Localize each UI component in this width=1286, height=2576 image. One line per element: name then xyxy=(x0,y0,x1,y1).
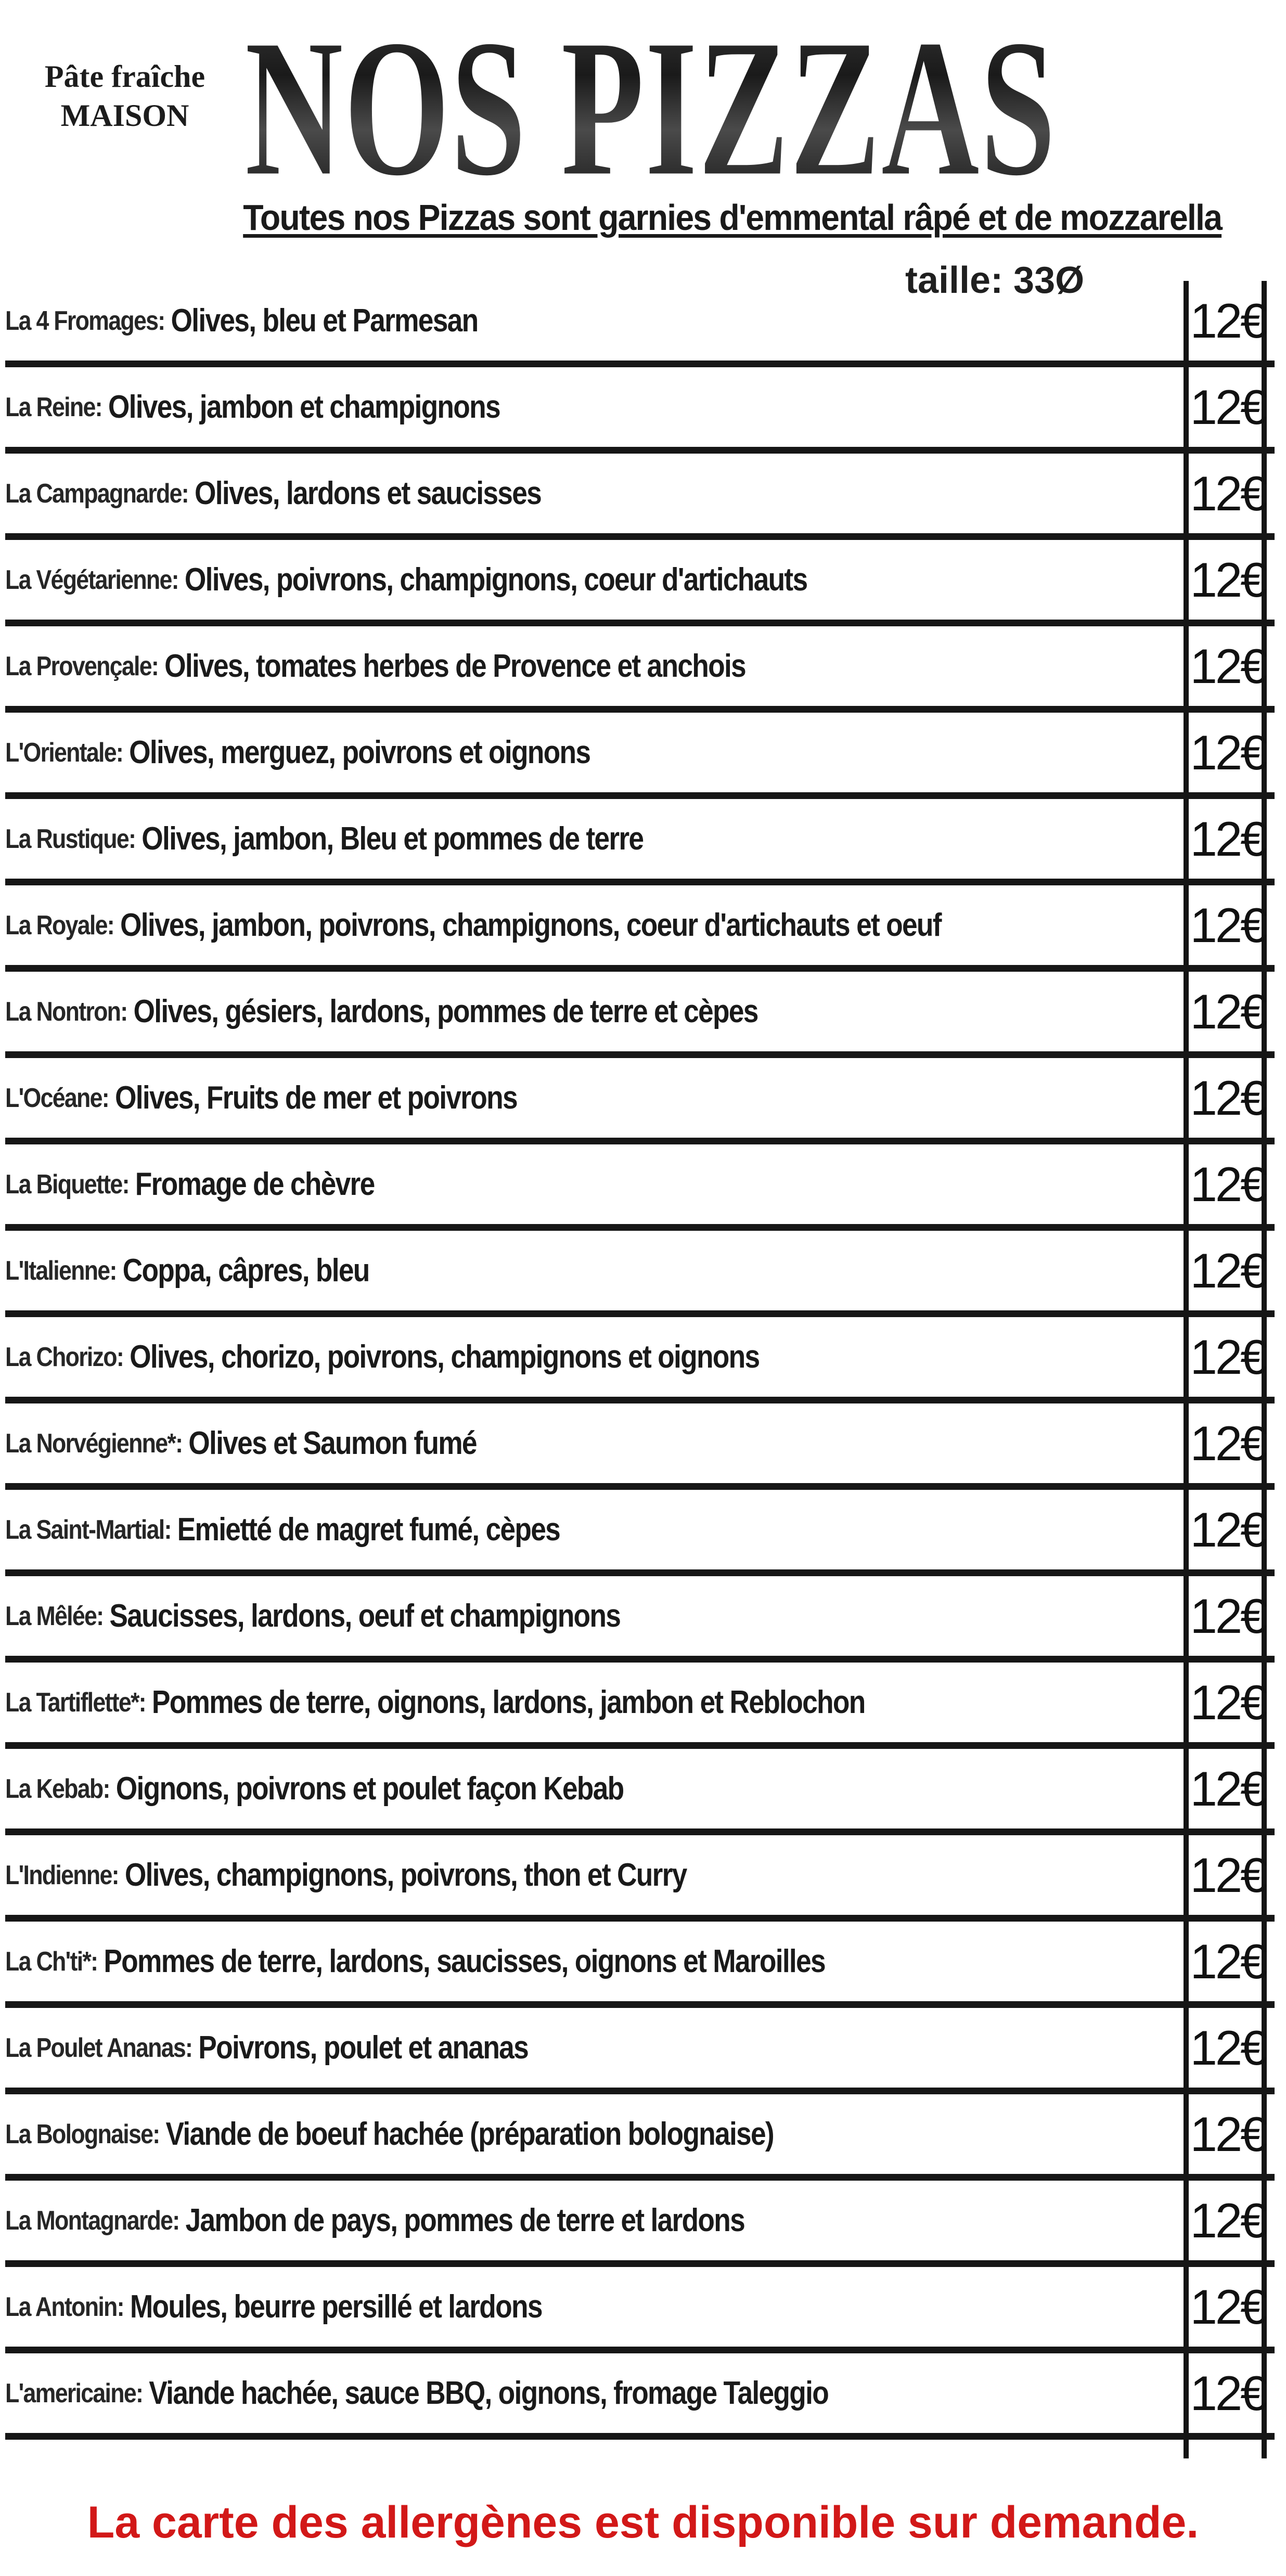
pizza-name: La Mêlée: xyxy=(5,1601,104,1631)
pizza-row-text xyxy=(5,1490,1021,1569)
pizza-row-text xyxy=(5,1058,1021,1138)
pizza-row-text xyxy=(5,2353,1021,2433)
pizza-row xyxy=(5,1922,1275,2008)
pizza-description: Olives, merguez, poivrons et oignons xyxy=(129,735,590,770)
page-title-text: NOS PIZZAS xyxy=(245,5,1056,213)
pizza-price: 12€ xyxy=(1190,466,1266,521)
pizza-price: 12€ xyxy=(1190,1156,1266,1212)
pizza-row xyxy=(5,1058,1275,1144)
pizza-row-text xyxy=(5,2181,1021,2260)
pizza-price: 12€ xyxy=(1190,1070,1266,1125)
pizza-price: 12€ xyxy=(1190,2279,1266,2334)
pizza-price: 12€ xyxy=(1190,379,1266,434)
pizza-name: La Saint-Martial: xyxy=(5,1514,171,1545)
pizza-description: Olives, jambon, Bleu et pommes de terre xyxy=(142,821,644,857)
pizza-row xyxy=(5,2267,1275,2353)
pizza-row-text xyxy=(5,885,1021,965)
pizza-size-label: taille: 33Ø xyxy=(905,260,1085,301)
pizza-price: 12€ xyxy=(1190,811,1266,866)
pizza-description: Poivrons, poulet et ananas xyxy=(198,2030,529,2066)
pizza-price: 12€ xyxy=(1190,552,1266,607)
pizza-description: Jambon de pays, pommes de terre et lardons xyxy=(185,2203,745,2238)
pizza-name: La Rustique: xyxy=(5,823,136,854)
pizza-row xyxy=(5,1144,1275,1231)
pizza-price: 12€ xyxy=(1190,1243,1266,1298)
pizza-row-text xyxy=(5,713,1021,792)
pizza-name: La Bolognaise: xyxy=(5,2119,160,2149)
homemade-dough-tagline xyxy=(31,57,218,135)
pizza-price: 12€ xyxy=(1190,2365,1266,2420)
pizza-row xyxy=(5,1317,1275,1403)
pizza-price: 12€ xyxy=(1190,1415,1266,1471)
pizza-description: Olives, gésiers, lardons, pommes de terre et cèpes xyxy=(133,994,758,1029)
pizza-description: Pommes de terre, oignons, lardons, jambon et Reblochon xyxy=(151,1684,865,1720)
pizza-row xyxy=(5,281,1275,367)
pizza-price: 12€ xyxy=(1190,1675,1266,1730)
tagline-line-1: Pâte fraîche xyxy=(44,59,205,94)
pizza-row-text xyxy=(5,281,1021,360)
pizza-name: La Reine: xyxy=(5,392,102,422)
pizza-description: Emietté de magret fumé, cèpes xyxy=(177,1512,560,1548)
pizza-description: Olives, champignons, poivrons, thon et Curry xyxy=(124,1857,687,1893)
pizza-name: La Kebab: xyxy=(5,1773,110,1804)
pizza-name: La 4 Fromages: xyxy=(5,305,165,336)
pizza-row xyxy=(5,1576,1275,1663)
pizza-row xyxy=(5,885,1275,972)
pizza-row-text xyxy=(5,1835,1021,1915)
pizza-row-text xyxy=(5,799,1021,879)
pizza-row xyxy=(5,1403,1275,1490)
pizza-row-text xyxy=(5,1922,1021,2001)
pizza-row xyxy=(5,540,1275,626)
pizza-price: 12€ xyxy=(1190,1502,1266,1557)
pizza-price: 12€ xyxy=(1190,293,1266,348)
pizza-description: Oignons, poivrons et poulet façon Kebab xyxy=(115,1771,624,1807)
pizza-price: 12€ xyxy=(1190,1588,1266,1643)
pizza-row xyxy=(5,972,1275,1058)
pizza-row-text xyxy=(5,367,1021,447)
pizza-description: Olives, lardons et saucisses xyxy=(194,475,542,511)
pizza-row xyxy=(5,799,1275,885)
pizza-description: Coppa, câpres, bleu xyxy=(122,1253,369,1289)
cheese-subtitle: Toutes nos Pizzas sont garnies d'emmental râpé et de mozzarella xyxy=(243,197,1222,238)
pizza-price: 12€ xyxy=(1190,1329,1266,1384)
pizza-name: La Provençale: xyxy=(5,651,159,681)
pizza-name: La Antonin: xyxy=(5,2291,124,2322)
pizza-description: Viande de boeuf hachée (préparation bolognaise) xyxy=(165,2116,774,2152)
pizza-description: Pommes de terre, lardons, saucisses, oignons et Maroilles xyxy=(104,1943,825,1979)
pizza-row xyxy=(5,367,1275,454)
pizza-description: Olives, Fruits de mer et poivrons xyxy=(114,1080,517,1116)
pizza-row xyxy=(5,1231,1275,1317)
pizza-row xyxy=(5,2008,1275,2094)
pizza-description: Olives et Saumon fumé xyxy=(188,1425,477,1461)
pizza-row-text xyxy=(5,1403,1021,1483)
pizza-price: 12€ xyxy=(1190,1847,1266,1902)
pizza-row-text xyxy=(5,1749,1021,1828)
pizza-name: L'americaine: xyxy=(5,2378,143,2408)
pizza-name: La Poulet Ananas: xyxy=(5,2032,192,2063)
pizza-row-text xyxy=(5,2008,1021,2088)
pizza-row-text xyxy=(5,626,1021,706)
pizza-name: La Royale: xyxy=(5,910,114,941)
pizza-row xyxy=(5,626,1275,713)
pizza-row-text xyxy=(5,1144,1021,1224)
pizza-row xyxy=(5,1749,1275,1835)
pizza-row-text xyxy=(5,972,1021,1051)
pizza-description: Olives, poivrons, champignons, coeur d'artichauts xyxy=(184,562,807,598)
pizza-row-text xyxy=(5,1576,1021,1656)
pizza-description: Olives, jambon, poivrons, champignons, coeur d'artichauts et oeuf xyxy=(120,907,941,943)
pizza-description: Viande hachée, sauce BBQ, oignons, fromage Taleggio xyxy=(149,2375,829,2411)
tagline-line-2: MAISON xyxy=(60,98,189,133)
pizza-price: 12€ xyxy=(1190,1934,1266,1989)
pizza-price: 12€ xyxy=(1190,2020,1266,2075)
pizza-name: La Biquette: xyxy=(5,1169,129,1200)
pizza-description: Olives, jambon et champignons xyxy=(108,389,500,425)
pizza-row-text xyxy=(5,1231,1021,1310)
pizza-name: L'Italienne: xyxy=(5,1255,117,1286)
pizza-row xyxy=(5,2353,1275,2440)
pizza-price: 12€ xyxy=(1190,638,1266,693)
pizza-row-text xyxy=(5,2267,1021,2347)
pizza-description: Olives, tomates herbes de Provence et anchois xyxy=(164,648,745,684)
page-title xyxy=(229,5,1072,213)
pizza-name: La Tartiflette*: xyxy=(5,1687,146,1718)
pizza-description: Moules, beurre persillé et lardons xyxy=(130,2289,542,2325)
pizza-name: La Campagnarde: xyxy=(5,478,188,509)
pizza-price: 12€ xyxy=(1190,1761,1266,1816)
pizza-name: La Végétarienne: xyxy=(5,564,178,595)
pizza-row xyxy=(5,454,1275,540)
pizza-row xyxy=(5,1663,1275,1749)
pizza-name: L'Océane: xyxy=(5,1083,109,1113)
pizza-row-text xyxy=(5,1663,1021,1742)
pizza-price: 12€ xyxy=(1190,2106,1266,2161)
pizza-name: La Norvégienne*: xyxy=(5,1428,183,1459)
pizza-price: 12€ xyxy=(1190,897,1266,952)
pizza-name: La Nontron: xyxy=(5,996,127,1027)
pizza-row-text xyxy=(5,2094,1021,2174)
pizza-name: La Ch'ti*: xyxy=(5,1946,98,1977)
pizza-name: La Chorizo: xyxy=(5,1342,124,1372)
pizza-list xyxy=(5,281,1275,2440)
pizza-price: 12€ xyxy=(1190,725,1266,780)
pizza-row xyxy=(5,2181,1275,2267)
pizza-price: 12€ xyxy=(1190,2193,1266,2248)
pizza-row-text xyxy=(5,540,1021,620)
pizza-row xyxy=(5,1490,1275,1576)
pizza-row xyxy=(5,2094,1275,2181)
pizza-price: 12€ xyxy=(1190,984,1266,1039)
pizza-description: Olives, bleu et Parmesan xyxy=(171,303,478,339)
pizza-name: L'Indienne: xyxy=(5,1860,119,1890)
allergen-note: La carte des allergènes est disponible sur demande. xyxy=(87,2497,1199,2547)
pizza-description: Saucisses, lardons, oeuf et champignons xyxy=(109,1598,621,1634)
pizza-name: L'Orientale: xyxy=(5,737,123,768)
pizza-name: La Montagnarde: xyxy=(5,2205,179,2236)
pizza-row-text xyxy=(5,454,1021,533)
pizza-row xyxy=(5,713,1275,799)
pizza-row-text xyxy=(5,1317,1021,1397)
pizza-row xyxy=(5,1835,1275,1922)
pizza-description: Fromage de chèvre xyxy=(135,1166,375,1202)
pizza-description: Olives, chorizo, poivrons, champignons et oignons xyxy=(130,1339,760,1375)
